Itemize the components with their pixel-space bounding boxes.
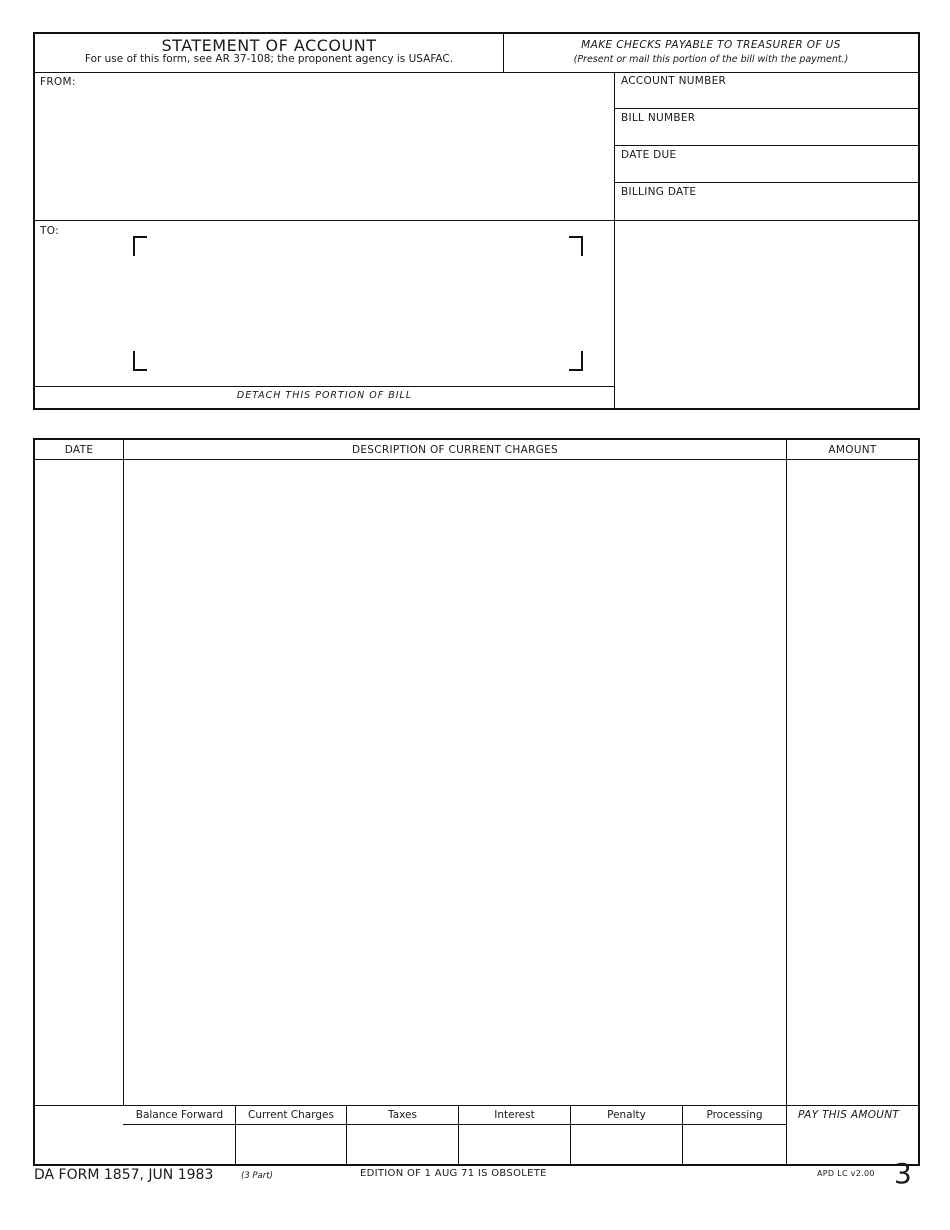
remittance-area-field[interactable] [617,223,917,406]
taxes-label: Taxes [388,1109,417,1121]
bill-number-label: BILL NUMBER [621,112,696,124]
charges-left-border [33,438,35,1166]
date-column-field[interactable] [36,462,122,1104]
address-corner-bottom-right [569,351,583,371]
processing-field[interactable] [684,1127,785,1163]
account-number-field[interactable] [617,88,917,107]
form-parts: (3 Part) [241,1171,273,1181]
page-number: 3 [894,1157,912,1190]
edition-notice: EDITION OF 1 AUG 71 IS OBSOLETE [360,1168,547,1179]
interest-field[interactable] [460,1127,569,1163]
payable-instruction: MAKE CHECKS PAYABLE TO TREASURER OF US [581,39,841,51]
account-number-label: ACCOUNT NUMBER [621,75,727,87]
from-to-divider [33,220,920,221]
taxes-field[interactable] [348,1127,457,1163]
penalty-field[interactable] [572,1127,681,1163]
bill-number-field[interactable] [617,125,917,144]
to-label: TO: [40,225,59,237]
detach-divider [33,386,615,387]
pay-this-amount-label: PAY THIS AMOUNT [798,1109,900,1121]
date-column-line [123,438,124,1106]
detach-instruction: DETACH THIS PORTION OF BILL [236,390,413,401]
balance-forward-label: Balance Forward [135,1109,224,1121]
top-border [33,32,920,34]
totals-top-divider [33,1105,920,1106]
top-right-border [918,32,920,410]
totals-date-field[interactable] [36,1108,122,1163]
charges-right-border [918,438,920,1166]
top-left-border [33,32,35,410]
totals-label-divider [123,1124,787,1125]
balance-forward-field[interactable] [125,1127,234,1163]
payable-note: (Present or mail this portion of the bill with the payment.) [573,54,849,65]
from-label: FROM: [40,76,76,88]
current-charges-field[interactable] [237,1127,345,1163]
amount-column-field[interactable] [788,462,917,1104]
top-bottom-border [33,408,920,410]
form-number: DA FORM 1857, JUN 1983 [34,1167,214,1183]
penalty-label: Penalty [607,1109,646,1121]
header-divider [33,72,920,73]
processing-label: Processing [706,1109,763,1121]
date-due-divider [614,182,920,183]
to-address-field[interactable] [140,244,568,364]
column-split [614,72,615,409]
form-title: STATEMENT OF ACCOUNT [161,36,377,55]
current-charges-label: Current Charges [248,1109,334,1121]
account-number-divider [614,108,920,109]
address-corner-top-right [569,236,583,256]
amount-column-line [786,438,787,1166]
form-version: APD LC v2.00 [817,1169,875,1178]
billing-date-label: BILLING DATE [621,186,697,198]
date-due-field[interactable] [617,162,917,181]
description-column-header: DESCRIPTION OF CURRENT CHARGES [351,444,559,456]
date-due-label: DATE DUE [621,149,677,161]
date-column-header: DATE [64,444,94,456]
from-field[interactable] [40,92,610,218]
form-subtitle: For use of this form, see AR 37-108; the proponent agency is USAFAC. [84,53,454,65]
amount-column-header: AMOUNT [828,444,877,456]
billing-date-field[interactable] [617,199,917,218]
description-column-field[interactable] [125,462,785,1104]
bill-number-divider [614,145,920,146]
interest-label: Interest [494,1109,535,1121]
